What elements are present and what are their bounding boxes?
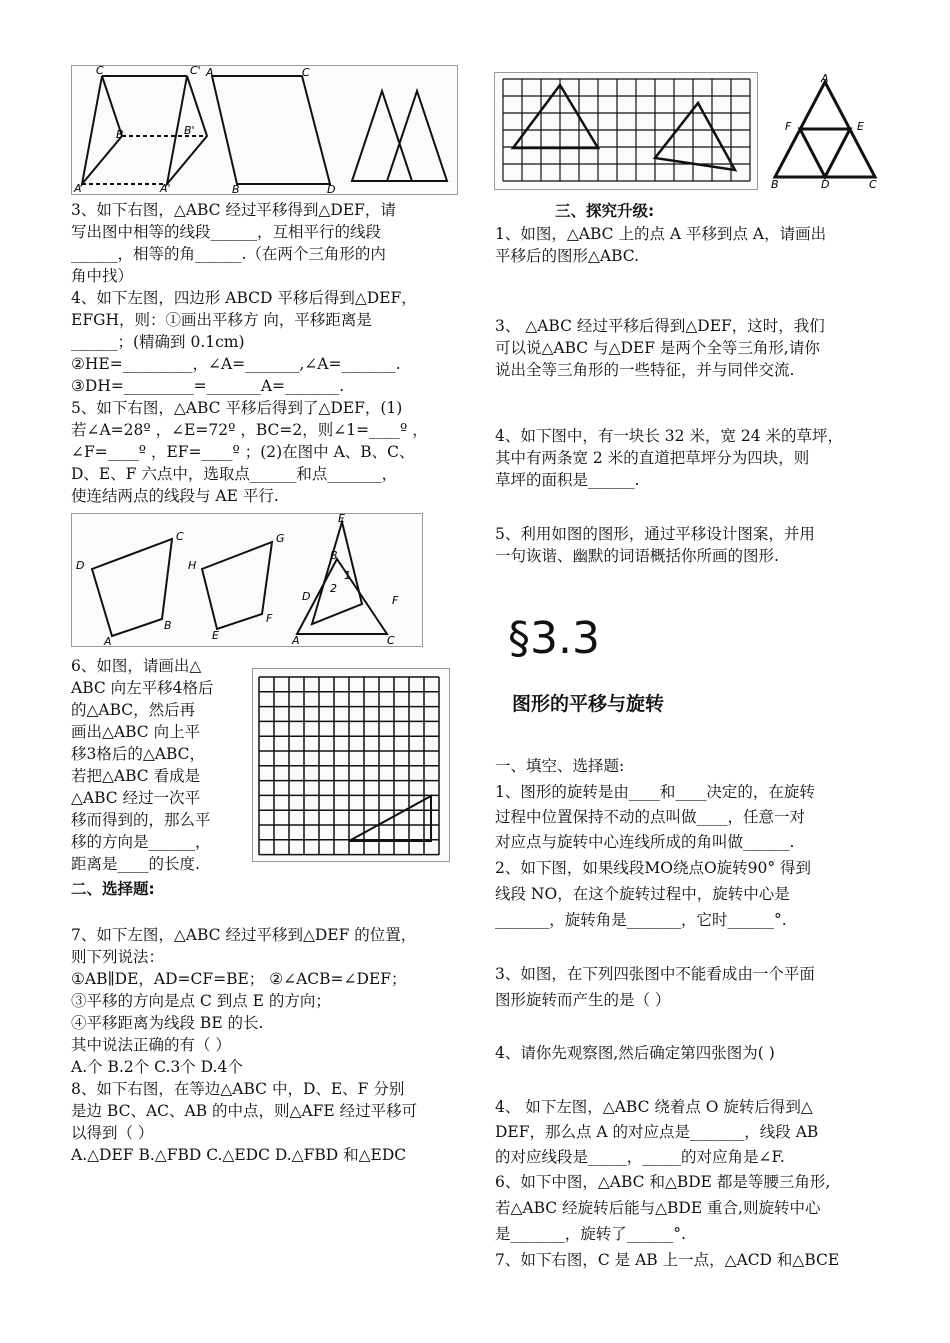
q3-line2: 写出图中相等的线段______，互相平行的线段 [71, 223, 382, 241]
s4b-line2: DEF，那么点 A 的对应点是_______，线段 AB [495, 1123, 819, 1141]
svg-text:D: D [76, 559, 85, 572]
s2-line2: 线段 NO，在这个旋转过程中，旋转中心是 [495, 885, 790, 903]
svg-text:C: C [387, 634, 395, 646]
s6-line2: 若△ABC 经旋转后能与△BDE 重合,则旋转中心 [495, 1199, 821, 1217]
q3-line4: 角中找） [71, 267, 134, 285]
svg-text:C: C [96, 66, 104, 77]
r1-line2: 平移后的图形△ABC. [495, 247, 640, 265]
q7-line7: A.个 B.2个 C.3个 D.4个 [71, 1058, 243, 1076]
s4a-line: 4、请你先观察图,然后确定第四张图为( ) [495, 1044, 775, 1062]
q6-line1: 6、如图，请画出△ [71, 657, 202, 675]
svg-text:C: C [869, 178, 877, 188]
s1-line1: 1、图形的旋转是由____和____决定的，在旋转 [495, 783, 815, 801]
s4b-line1: 4、 如下左图，△ABC 绕着点 O 旋转后得到△ [495, 1098, 813, 1116]
q7-line5: ④平移距离为线段 BE 的长. [71, 1014, 264, 1032]
q3-line1: 3、如下右图，△ABC 经过平移得到△DEF，请 [71, 201, 396, 219]
s6-line3: 是_______，旋转了______°. [495, 1225, 686, 1243]
svg-text:E: E [857, 120, 864, 133]
r3-line1: 3、 △ABC 经过平移后得到△DEF，这时，我们 [495, 317, 825, 335]
q4-line4: ②HE=_________，∠A=_______,∠A=_______. [71, 355, 401, 373]
svg-text:2: 2 [330, 582, 337, 595]
part1-heading: 一、填空、选择题: [495, 757, 625, 775]
figure-equilateral-triangle [765, 72, 885, 188]
q6-line8: 移而得到的，那么平 [71, 811, 211, 829]
q8-line1: 8、如下右图，在等边△ABC 中，D、E、F 分别 [71, 1080, 405, 1098]
svg-text:B: B [116, 128, 124, 141]
q8-line3: 以得到（ ） [71, 1124, 154, 1142]
svg-text:A: A [292, 634, 300, 646]
q4-line2: EFGH，则：①画出平移方 向，平移距离是 [71, 311, 372, 329]
q5-line3: ∠F=____º ，EF=____º ；(2)在图中 A、B、C、 [71, 443, 415, 461]
s3-line1: 3、如图，在下列四张图中不能看成由一个平面 [495, 965, 815, 983]
r1-line1: 1、如图，△ABC 上的点 A 平移到点 A，请画出 [495, 225, 827, 243]
section-number: §3.3 [508, 613, 600, 664]
svg-text:B: B [232, 183, 240, 194]
q7-line3: ①AB∥DE，AD=CF=BE； ②∠ACB=∠DEF； [71, 970, 407, 988]
svg-text:D: D [327, 183, 336, 194]
q5-line5: 使连结两点的线段与 AE 平行. [71, 487, 279, 505]
svg-text:F: F [392, 594, 399, 607]
svg-text:B': B' [184, 124, 195, 137]
section-explore-heading: 三、探究升级: [555, 202, 655, 220]
figure-translation-shapes [71, 65, 458, 195]
r4-line2: 其中有两条宽 2 米的直道把草坪分为四块，则 [495, 449, 810, 467]
svg-text:G: G [276, 532, 285, 545]
svg-text:B: B [330, 549, 338, 562]
q6-line7: △ABC 经过一次平 [71, 789, 201, 807]
q4-line1: 4、如下左图，四边形 ABCD 平移后得到△DEF， [71, 289, 417, 307]
q4-line5: ③DH=_________=_______A=_______. [71, 377, 345, 395]
q6-line5: 移3格后的△ABC， [71, 745, 206, 763]
s6-line1: 6、如下中图，△ABC 和△BDE 都是等腰三角形, [495, 1173, 831, 1191]
q5-line4: D、E、F 六点中，选取点______和点_______， [71, 465, 398, 483]
r4-line3: 草坪的面积是______. [495, 471, 640, 489]
q7-line2: 则下列说法： [71, 948, 165, 966]
r5-line2: 一句诙谐、幽默的词语概括你所画的图形. [495, 547, 779, 565]
svg-text:C': C' [190, 66, 201, 77]
q6-line6: 若把△ABC 看成是 [71, 767, 201, 785]
figure-grid-triangle [252, 668, 450, 862]
svg-text:E: E [212, 629, 219, 642]
q7-line4: ③平移的方向是点 C 到点 E 的方向； [71, 992, 331, 1010]
svg-text:D: D [821, 178, 830, 188]
section-choice-heading: 二、选择题: [71, 880, 155, 898]
q6-line4: 画出△ABC 向上平 [71, 723, 201, 741]
r3-line3: 说出全等三角形的一些特征，并与同伴交流. [495, 361, 795, 379]
svg-text:1: 1 [344, 569, 351, 582]
svg-text:H: H [188, 559, 197, 572]
s2-line3: _______，旋转角是_______，它时______°. [495, 911, 787, 929]
q5-line1: 5、如下右图，△ABC 平移后得到了△DEF，(1) [71, 399, 403, 417]
s7-line1: 7、如下右图，C 是 AB 上一点，△ACD 和△BCE [495, 1251, 840, 1269]
q6-line10: 距离是____的长度. [71, 855, 200, 873]
section-title: 图形的平移与旋转 [512, 693, 665, 715]
s2-line1: 2、如下图，如果线段MO绕点O旋转90° 得到 [495, 859, 812, 877]
s1-line3: 对应点与旋转中心连线所成的角叫做______. [495, 833, 795, 851]
svg-text:B: B [164, 619, 172, 632]
svg-text:C: C [302, 66, 310, 79]
q6-line3: 的△ABC，然后再 [71, 701, 196, 719]
q4-line3: ______；(精确到 0.1cm) [71, 333, 245, 351]
svg-text:C: C [176, 530, 184, 543]
q8-line4: A.△DEF B.△FBD C.△EDC D.△FBD 和△EDC [71, 1146, 407, 1164]
svg-text:A: A [104, 635, 112, 646]
s1-line2: 过程中位置保持不动的点叫做____，任意一对 [495, 808, 806, 826]
q7-line6: 其中说法正确的有（ ） [71, 1036, 231, 1054]
s3-line2: 图形旋转而产生的是（ ） [495, 991, 671, 1009]
svg-text:E: E [338, 514, 345, 525]
s4b-line3: 的对应线段是_____，_____的对应角是∠F. [495, 1148, 785, 1166]
svg-text:A: A [74, 182, 82, 194]
svg-text:F: F [785, 120, 792, 133]
svg-text:A: A [206, 66, 214, 79]
svg-text:A: A [821, 72, 829, 85]
svg-text:A': A' [160, 182, 171, 194]
figure-grid-translation [494, 72, 758, 190]
r5-line1: 5、利用如图的图形，通过平移设计图案，并用 [495, 525, 815, 543]
svg-text:F: F [266, 612, 273, 625]
q7-line1: 7、如下左图，△ABC 经过平移到△DEF 的位置， [71, 926, 417, 944]
q8-line2: 是边 BC、AC、AB 的中点，则△AFE 经过平移可 [71, 1102, 418, 1120]
q6-line9: 移的方向是______， [71, 833, 211, 851]
svg-text:B: B [771, 178, 779, 188]
q6-line2: ABC 向左平移4格后 [71, 679, 214, 697]
q3-line3: ______，相等的角______.（在两个三角形的内 [71, 245, 386, 263]
svg-text:D: D [302, 590, 311, 603]
r3-line2: 可以说△ABC 与△DEF 是两个全等三角形,请你 [495, 339, 820, 357]
q5-line2: 若∠A=28º ，∠E=72º ，BC=2，则∠1=____º ， [71, 421, 428, 439]
r4-line1: 4、如下图中，有一块长 32 米，宽 24 米的草坪， [495, 427, 844, 445]
figure-quadrilaterals-triangles [71, 513, 423, 647]
